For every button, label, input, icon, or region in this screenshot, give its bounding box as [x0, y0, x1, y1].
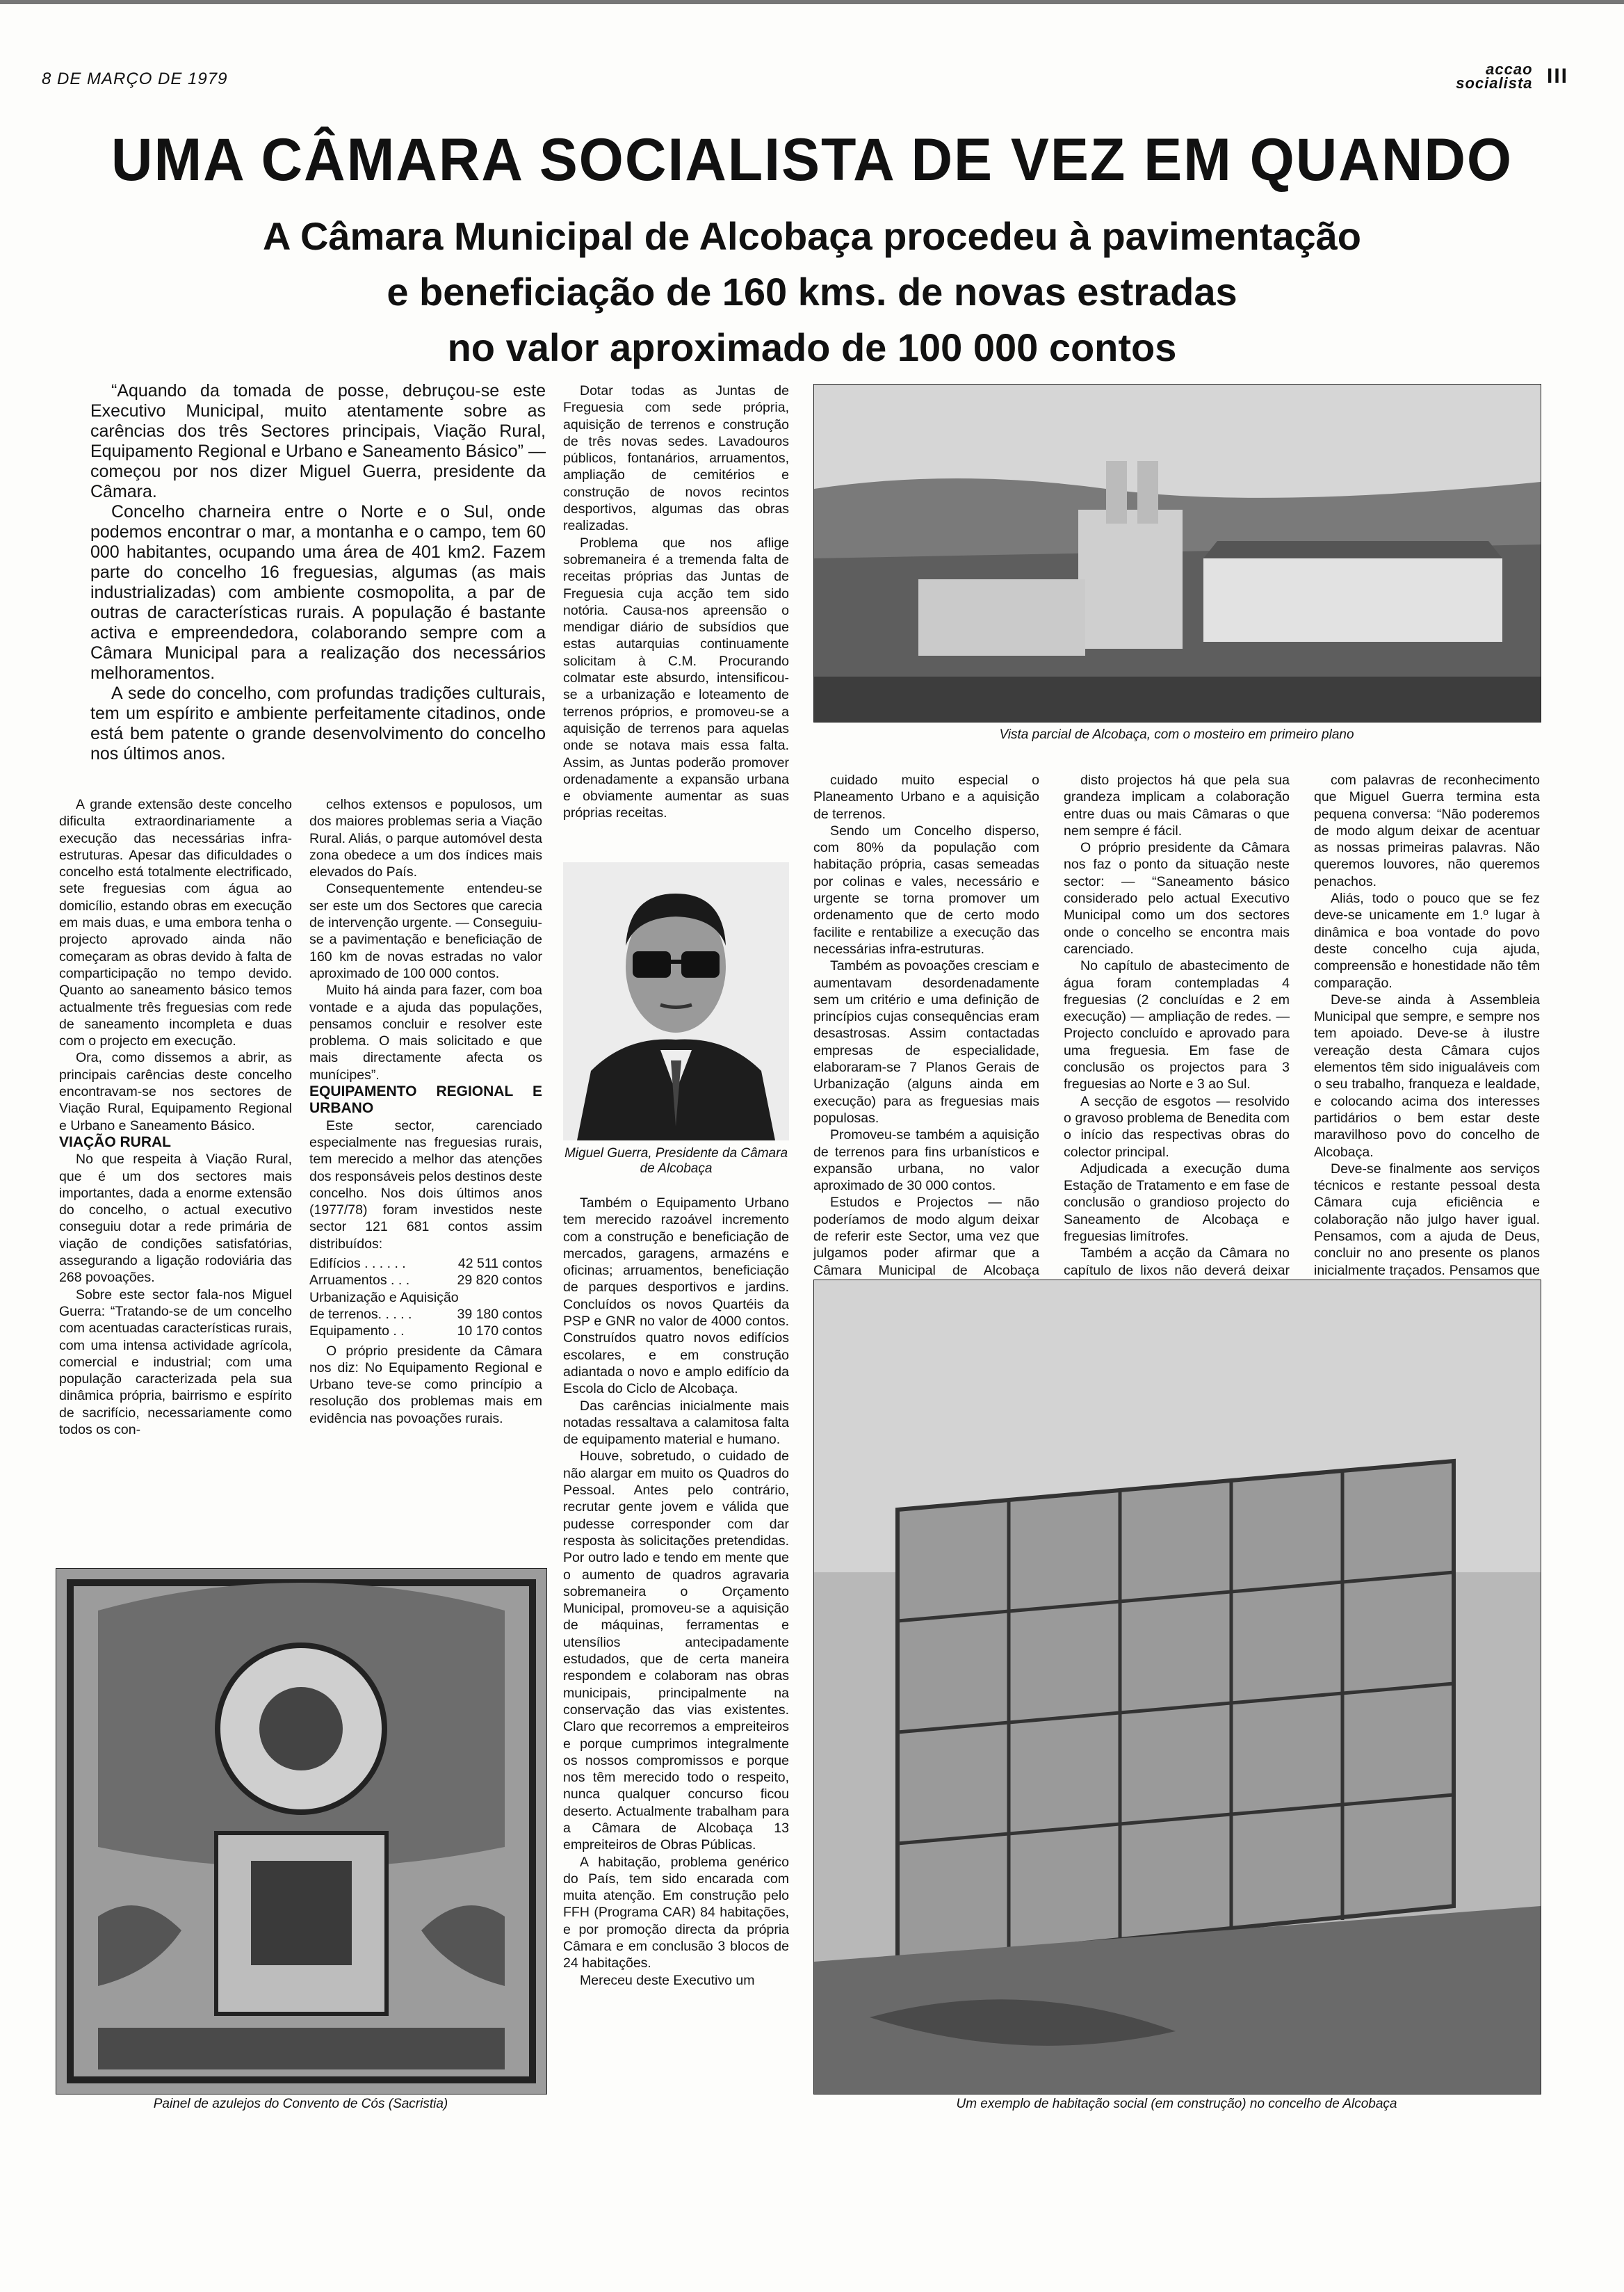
subhead-line: e beneficiação de 160 kms. de novas estradas	[387, 270, 1237, 314]
paragraph: O próprio presidente da Câmara nos faz o ponto da situação neste sector: — “Saneamento básico considerado pelo actual Executivo Municipal como um dos sectores onde o concelho se encontra mais carenciado.	[1064, 840, 1290, 957]
paragraph: Deve-se ainda à Assembleia Municipal que sempre, e sempre nos tem apoiado. Deve-se à ilustre vereação desta Câmara cujos elementos têm sido inigualáveis com o seu trabalho, franqueza e lealdade, e colocando acima dos interesses partidários o bem estar deste maravilhoso povo do concelho de Alcobaça.	[1314, 992, 1540, 1160]
paragraph: celhos extensos e populosos, um dos maiores problemas seria a Viação Rural. Aliás, o parque automóvel desta zona obedece a um dos índices mais elevados do País.	[309, 797, 542, 880]
logo-bottom: socialista	[1456, 74, 1533, 92]
paragraph: Concelho charneira entre o Norte e o Sul, onde podemos encontrar o mar, a montanha e o campo, tem 60 000 habitantes, ocupando uma área de 401 km2. Fazem parte do concelho 16 freguesias, algumas (as mais industrializadas) com ambiente cosmopolita, a par de outras de características rurais. A população é bastante activa e empreendedora, colaborando sempre com a Câmara Municipal para a realização dos necessários melhoramentos.	[90, 502, 546, 683]
column-1	[59, 796, 292, 1438]
caption-portrait: Miguel Guerra, Presidente da Câmara de Alcobaça	[564, 1146, 788, 1176]
column-3-bottom	[563, 1195, 789, 1989]
logo-top: accao	[1486, 60, 1533, 78]
subhead-line: no valor aproximado de 100 000 contos	[447, 325, 1177, 369]
paragraph: O próprio presidente da Câmara nos diz: No Equipamento Regional e Urbano teve-se como princípio a resolução dos problemas mais em evidência nas povoações rurais.	[309, 1343, 542, 1426]
tile-panel-photo	[56, 1568, 547, 2095]
caption-housing: Um exemplo de habitação social (em construção) no concelho de Alcobaça	[956, 2097, 1397, 2111]
subheadline	[139, 209, 1485, 376]
section-heading: EQUIPAMENTO REGIONAL E URBANO	[309, 1083, 542, 1117]
paragraph: Houve, sobretudo, o cuidado de não alargar em muito os Quadros do Pessoal. Antes pelo contrário, recrutar gente jovem e válida que pudesse corresponder com dar resposta às solicitações pretendidas. Por outro lado e tendo em mente que o aumento de quadros agravaria sobremaneira o Orçamento Municipal, promoveu-se a aquisição de máquinas, ferramentas e utensílios antecipadamente estudados, que de certa maneira respondem e colaboram nas obras municipais, principalmente na conservação das vias existentes. Claro que recorremos a empreiteiros e porque cumprimos integralmente os nossos compromissos e porque nos têm merecido todo o respeito, nunca qualquer concurso ficou deserto. Actualmente trabalham para a Câmara de Alcobaça 13 empreiteiros de Obras Públicas.	[563, 1448, 789, 1853]
paragraph: A habitação, problema genérico do País, tem sido encarada com muita atenção. Em construção pelo FFH (Programa CAR) 84 habitações, e por promoção directa da própria Câmara e em conclusão 3 blocos de 24 habitações.	[563, 1854, 789, 1971]
table-row: de terrenos. . . . . 39 180 contos	[309, 1306, 542, 1322]
paragraph: Adjudicada a execução duma Estação de Tratamento e em fase de conclusão o grandioso projecto do Saneamento de Alcobaça e freguesias limítrofes.	[1064, 1161, 1290, 1245]
paragraph: Ora, como dissemos a abrir, as principais carências deste concelho encontravam-se nos sectores de Viação Rural, Equipamento Regional e Urbano e Saneamento Básico.	[59, 1050, 292, 1133]
page-number: III	[1546, 65, 1568, 88]
paragraph: A secção de esgotos — resolvido o gravoso problema de Benedita com o início das respectivas obras do colector principal.	[1064, 1093, 1290, 1160]
table-row: Edifícios . . . . . . 42 511 contos	[309, 1256, 542, 1272]
table-row: Equipamento . . 10 170 contos	[309, 1323, 542, 1339]
paragraph: Promoveu-se também a aquisição de terrenos para fins urbanísticos e expansão urbana, no valor aproximado de 30 000 contos.	[813, 1127, 1039, 1194]
paragraph: Estudos e Projectos — não poderíamos de modo algum deixar de referir este Sector, uma vez que julgamos poder afirmar que a Câmara Municipal de Alcobaça	[813, 1195, 1039, 1278]
table-row: Urbanização e Aquisição	[309, 1289, 459, 1305]
paragraph: Também a acção da Câmara no capítulo de lixos não deverá deixar	[1064, 1245, 1290, 1278]
paragraph: disto projectos há que pela sua grandeza implicam a colaboração entre duas ou mais Câmaras o que nem sempre é fácil.	[1064, 773, 1290, 839]
caption-alcobaca: Vista parcial de Alcobaça, com o mosteiro em primeiro plano	[999, 727, 1354, 742]
column-2	[309, 796, 542, 1427]
housing-photo	[813, 1280, 1541, 2095]
column-3-top	[563, 382, 789, 822]
housing-image	[814, 1280, 1541, 2094]
paragraph: com palavras de reconhecimento que Miguel Guerra termina esta pequena conversa: “Não poderemos de modo algum deixar de acentuar as nossas primeiras palavras. Não queremos louvores, não queremos penachos.	[1314, 773, 1540, 889]
lead-text	[90, 381, 546, 764]
paragraph: Sendo um Concelho disperso, com 80% da população com habitação própria, casas semeadas por colinas e vales, necessário e urgente se torna promover um ordenamento que de certo modo facilite e rentabilize a execução das necessárias infra-estruturas.	[813, 823, 1039, 957]
paragraph: Este sector, carenciado especialmente nas freguesias rurais, tem merecido a melhor das atenções dos responsáveis pelos destinos deste concelho. Nos dois últimos anos (1977/78) foram investidos neste sector 121 681 contos assim distribuídos:	[309, 1117, 542, 1252]
paragraph: A grande extensão deste concelho dificulta extraordinariamente a execução das necessárias infra-estruturas. Apesar das dificuldades o concelho está totalmente electrificado, sete freguesias com água ao domicílio, estando obras em execução em mais duas, e uma embora tenha o projecto aprovado ainda não começaram as obras devido à falta de comparticipação no tempo devido. Quanto ao saneamento básico temos actualmente três freguesias com rede de saneamento incompleta e duas com o projecto em execução.	[59, 797, 292, 1049]
tile-panel-image	[56, 1569, 546, 2094]
paragraph: Consequentemente entendeu-se ser este um dos Sectores que carecia de intervenção urgente. — Conseguiu-se a pavimentação e beneficiação de 160 km de novas estradas no valor aproximado de 100 000 contos.	[309, 881, 542, 981]
paragraph: No capítulo de abastecimento de água foram contempladas 4 freguesias (2 concluídas e 2 em execução) — ampliação de redes. — Projecto concluído e aprovado para uma freguesia. Em fase de conclusão os projectos para 3 freguesias ao Norte e 3 ao Sul.	[1064, 958, 1290, 1092]
paragraph: Também o Equipamento Urbano tem merecido razoável incremento com a construção e beneficiação de mercados, garagens, armazéns e oficinas; arruamentos, beneficiação de parques desportivos e jardins. Concluídos os novos Quartéis da PSP e GNR no valor de 4000 contos. Construídos quatro novos edifícios escolares, e em construção adiantada o novo e amplo edifício da Escola do Ciclo de Alcobaça.	[563, 1195, 789, 1397]
paragraph: “Aquando da tomada de posse, debruçou-se este Executivo Municipal, muito atentamente sobre as carências dos três Sectores principais, Viação Rural, Equipamento Regional e Urbano e Saneamento Básico” — começou por nos dizer Miguel Guerra, presidente da Câmara.	[90, 381, 546, 501]
paragraph: Das carências inicialmente mais notadas ressaltava a calamitosa falta de equipamento material e humano.	[563, 1398, 789, 1448]
subhead-line: A Câmara Municipal de Alcobaça procedeu à pavimentação	[263, 214, 1361, 258]
headline: UMA CÂMARA SOCIALISTA DE VEZ EM QUANDO	[111, 127, 1513, 193]
paragraph: A sede do concelho, com profundas tradições culturais, tem um espírito e ambiente perfeitamente citadinos, onde está bem patente o grande desenvolvimento do concelho nos últimos anos.	[90, 684, 546, 764]
paragraph: Também as povoações cresciam e aumentavam desordenadamente sem um critério e uma definição de princípios cujas consequências eram desastrosas. Assim contactadas empresas de especialidade, elaboraram-se 7 Planos Gerais de Urbanização (alguns ainda em execução) para as freguesias mais populosas.	[813, 958, 1039, 1126]
top-rule	[0, 0, 1624, 4]
masthead	[1456, 60, 1568, 92]
paragraph: No que respeita à Viação Rural, que é um dos sectores mais importantes, dada a enorme extensão do concelho, o actual executivo conseguiu dotar a rede primária de viação de condições satisfatórias, assegurando a ligação rodoviária das 268 povoações.	[59, 1152, 292, 1286]
investment-table	[309, 1255, 542, 1339]
paragraph: cuidado muito especial o Planeamento Urbano e a aquisição de terrenos.	[813, 773, 1039, 822]
paragraph: Problema que nos aflige sobremaneira é a tremenda falta de receitas próprias das Juntas de Freguesia cuja acção tem sido notória. Causa-nos apreensão o mendigar diário de subsídios que estas autarquias continuamente solicitam à C.M. Procurando colmatar este absurdo, intensificou-se a urbanização e loteamento de terrenos próprios, e promoveu-se a aquisição de terrenos para aquelas onde se notava mais essa falta. Assim, as Juntas poderão promover ordenadamente a expansão urbana e obviamente aumentar as suas próprias receitas.	[563, 535, 789, 821]
paragraph: Dotar todas as Juntas de Freguesia com sede própria, aquisição de terrenos e construção de três novas sedes. Lavadouros públicos, fontanários, arruamentos, ampliação de cemitérios e construção de novos recintos desportivos, algumas das obras realizadas.	[563, 383, 789, 534]
paragraph: Deve-se finalmente aos serviços técnicos e restante pessoal desta Câmara cuja eficiência e colaboração não julgo haver igual. Pensamos, com a ajuda de Deus, concluir no ano presente os planos inicialmente traçados. Pensamos que	[1314, 1161, 1540, 1278]
caption-tiles: Painel de azulejos do Convento de Cós (Sacristia)	[153, 2097, 448, 2111]
alcobaca-photo	[813, 384, 1541, 723]
newspaper-logo	[1456, 60, 1533, 92]
paragraph: Mereceu deste Executivo um	[580, 1972, 755, 1988]
table-row: Arruamentos . . . 29 820 contos	[309, 1273, 542, 1289]
paragraph: Muito há ainda para fazer, com boa vontade e a ajuda das populações, pensamos concluir e resolver este problema. O mais solicitado e que mais directamente afecta os munícipes”.	[309, 983, 542, 1083]
paragraph: Sobre este sector fala-nos Miguel Guerra: “Tratando-se de um concelho com acentuadas características rurais, com uma intensa actividade agrícola, comercial e industrial; com uma população caracterizada pela sua dinâmica própria, bairrismo e espírito de sacrifício, necessariamente como todos os con-	[59, 1286, 292, 1437]
portrait-image	[563, 862, 789, 1140]
alcobaca-image	[814, 385, 1541, 722]
issue-date: 8 DE MARÇO DE 1979	[42, 70, 228, 88]
section-heading: VIAÇÃO RURAL	[59, 1133, 171, 1150]
portrait-photo	[563, 862, 789, 1140]
paragraph: Aliás, todo o pouco que se fez deve-se unicamente em 1.º lugar à dinâmica e boa vontade do povo deste concelho cuja ajuda, compreensão e honestidade não têm comparação.	[1314, 891, 1540, 991]
